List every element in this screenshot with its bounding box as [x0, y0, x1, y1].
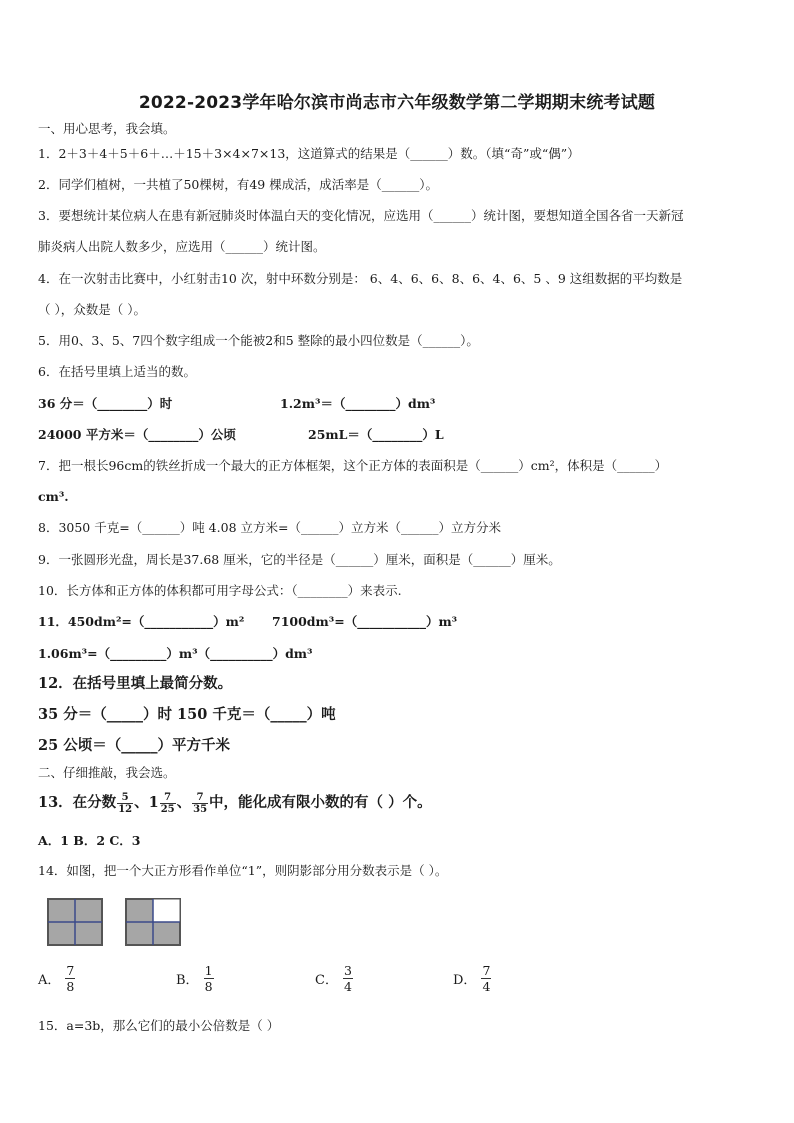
question-6-item-2: 1.2m³＝（________）dm³ [280, 396, 436, 411]
option-a[interactable]: A． $\frac{7}{8}$ [38, 963, 75, 994]
question-9: 9．一张圆形光盘，周长是37.68 厘米，它的半径是（______）厘米，面积是（______）厘米。 [38, 552, 561, 567]
question-12: 12．在括号里填上最简分数。 [38, 675, 233, 692]
question-15: 15．a=3b，那么它们的最小公倍数是（ ） [38, 1018, 280, 1033]
fraction-7-25: $\frac{7}{25}$ [160, 791, 175, 815]
question-4-line-1: 4．在一次射击比赛中，小红射击10 次，射中环数分别是： 6、4、6、6、8、6、4、6、5 、9 这组数据的平均数是 [38, 271, 683, 286]
question-2: 2．同学们植树，一共植了50棵树，有49 棵成活，成活率是（______）。 [38, 177, 438, 192]
section-1-heading: 一、用心思考，我会填。 [38, 121, 176, 136]
question-13-prefix: 13．在分数 [38, 794, 117, 811]
question-6-item-3: 24000 平方米＝（________）公顷 [38, 427, 236, 442]
question-13: 13．在分数 $\frac{5}{12}$ 、1 $\frac{7}{25}$ 、 $\frac{7}{35}$ 中，能化成有限小数的有（ ）个。 [38, 791, 432, 815]
question-7-line-2: cm³. [38, 489, 69, 504]
fraction-7-35: $\frac{7}{35}$ [193, 791, 208, 815]
question-13-options: A．1 B．2 C．3 [38, 833, 141, 848]
question-8: 8．3050 千克=（______）吨 4.08 立方米=（______）立方米（______）立方分米 [38, 520, 501, 535]
option-d[interactable]: D． $\frac{7}{4}$ [453, 963, 491, 994]
full-square-figure [47, 898, 103, 946]
option-b[interactable]: B． $\frac{1}{8}$ [176, 963, 213, 994]
question-14: 14．如图，把一个大正方形看作单位“1”，则阴影部分用分数表示是（ ）。 [38, 863, 448, 878]
question-6: 6．在括号里填上适当的数。 [38, 364, 196, 379]
question-13-suffix: 中，能化成有限小数的有（ ）个。 [209, 794, 432, 811]
question-12-row-2: 25 公顷＝（_____）平方千米 [38, 737, 230, 754]
question-6-item-1: 36 分＝（________）时 [38, 396, 173, 411]
question-7-line-1: 7．把一根长96cm的铁丝折成一个最大的正方体框架，这个正方体的表面积是（______）cm²，体积是（______） [38, 458, 668, 473]
option-c[interactable]: C． $\frac{3}{4}$ [315, 963, 352, 994]
question-10: 10．长方体和正方体的体积都可用字母公式：（________）来表示. [38, 583, 402, 598]
question-11-item-2: 7100dm³=（___________）m³ [272, 614, 458, 629]
page-title: 2022-2023学年哈尔滨市尚志市六年级数学第二学期期末统考试题 [138, 93, 656, 113]
fraction-5-12: $\frac{5}{12}$ [118, 791, 133, 815]
question-12-row-1: 35 分＝（_____）时 150 千克＝（_____）吨 [38, 706, 336, 723]
three-quarter-square-figure [125, 898, 181, 946]
question-11-item-1: 11．450dm²=（___________）m² [38, 614, 245, 629]
section-2-heading: 二、仔细推敲，我会选。 [38, 765, 176, 780]
question-1: 1．2＋3＋4＋5＋6＋…＋15＋3×4×7×13，这道算式的结果是（______）数。（填“奇”或“偶”） [38, 146, 580, 161]
question-3-line-1: 3．要想统计某位病人在患有新冠肺炎时体温白天的变化情况，应选用（______）统计图，要想知道全国各省一天新冠 [38, 208, 684, 223]
question-5: 5．用0、3、5、7四个数字组成一个能被2和5 整除的最小四位数是（______）。 [38, 333, 479, 348]
question-3-line-2: 肺炎病人出院人数多少，应选用（______）统计图。 [38, 239, 326, 254]
question-11-item-3: 1.06m³=（_________）m³（__________）dm³ [38, 646, 313, 661]
question-4-line-2: （ ），众数是（ ）。 [38, 302, 146, 317]
question-6-item-4: 25mL＝（________）L [308, 427, 444, 442]
